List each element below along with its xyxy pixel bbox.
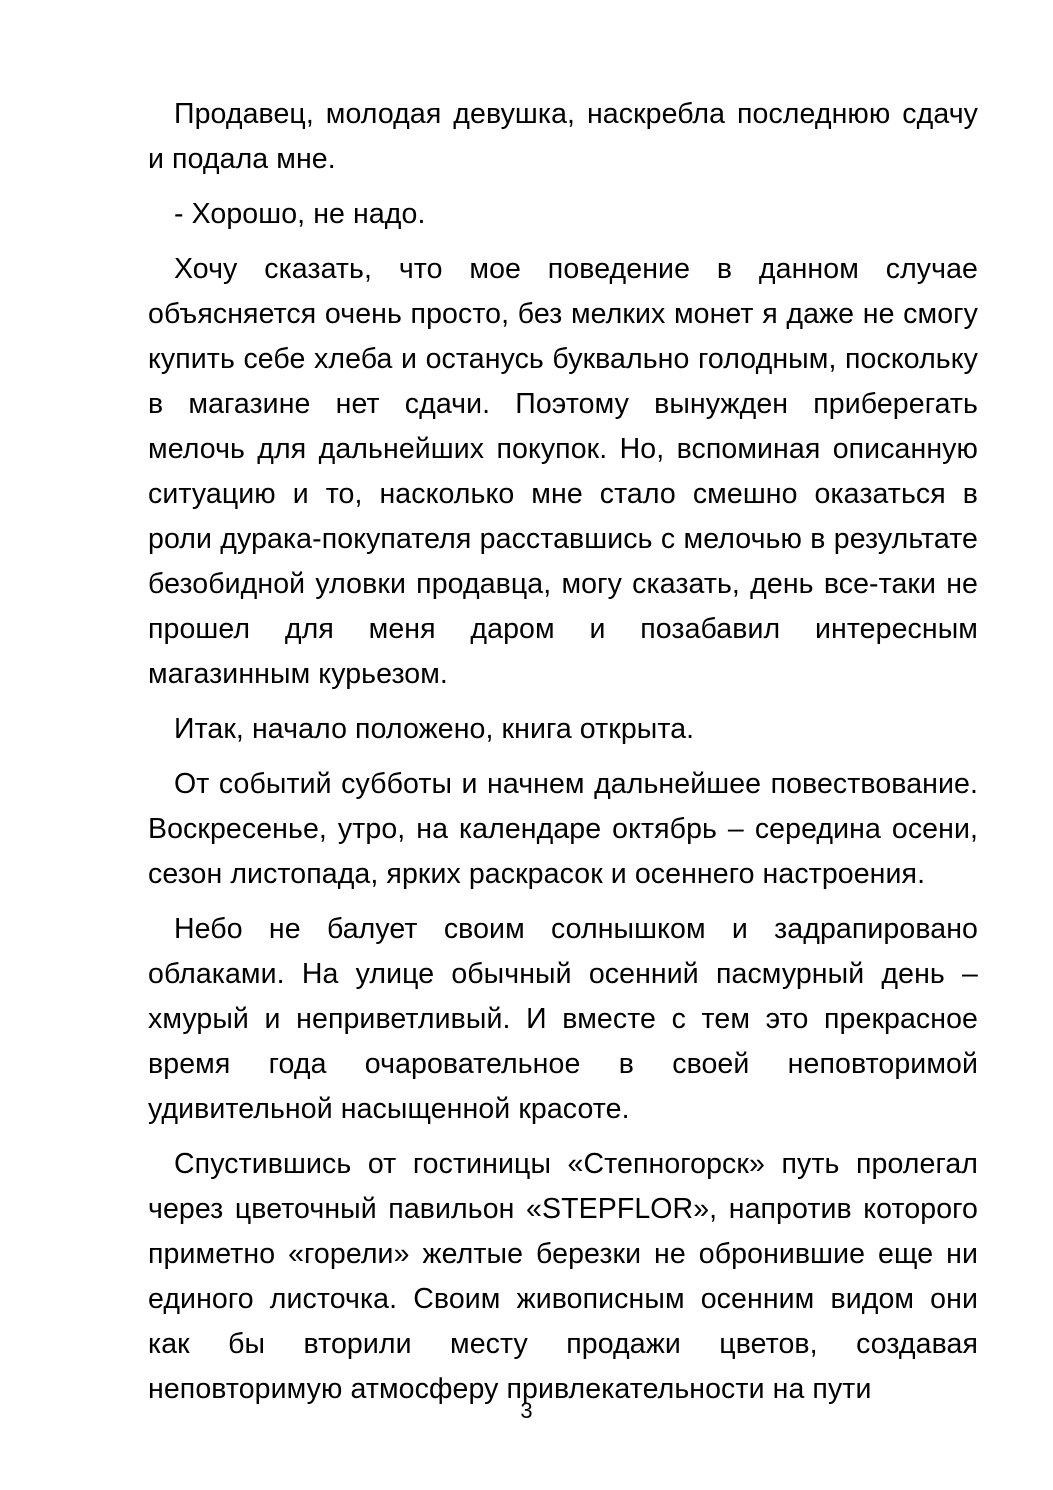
page-body-text — [148, 92, 978, 1412]
paragraph: Хочу сказать, что мое поведение в данном случае объясняется очень просто, без мелких монет я даже не смогу купить себе хлеба и останусь буквально голодным, поскольку в магазине нет сдачи. Поэтому вынужден приберегать мелочь для дальнейших покупок. Но, вспоминая описанную ситуацию и то, насколько мне стало смешно оказаться в роли дурака-покупателя расставшись с мелочью в результате безобидной уловки продавца, могу сказать, день все-таки не прошел для меня даром и позабавил интересным магазинным курьезом. — [148, 253, 978, 690]
paragraph: Спустившись от гостиницы «Степногорск» путь пролегал через цветочный павильон «STEPFLOR», напротив которого приметно «горели» желтые березки не обронившие еще ни единого листочка. Своим живописным осенним видом они как бы вторили месту продажи цветов, создавая неповторимую атмосферу привлекательности на пути — [148, 1148, 978, 1405]
paragraph: Продавец, молодая девушка, наскребла последнюю сдачу и подала мне. — [148, 98, 978, 175]
paragraph: Итак, начало положено, книга открыта. — [174, 713, 695, 745]
page-number: 3 — [520, 1398, 533, 1423]
paragraph: Небо не балует своим солнышком и задрапировано облаками. На улице обычный осенний пасмурный день – хмурый и неприветливый. И вместе с тем это прекрасное время года очаровательное в своей неповторимой удивительной насыщенной красоте. — [148, 913, 978, 1125]
paragraph: От событий субботы и начнем дальнейшее повествование. Воскресенье, утро, на календаре октябрь – середина осени, сезон листопада, ярких раскрасок и осеннего настроения. — [148, 768, 978, 890]
paragraph: - Хорошо, не надо. — [174, 198, 426, 230]
